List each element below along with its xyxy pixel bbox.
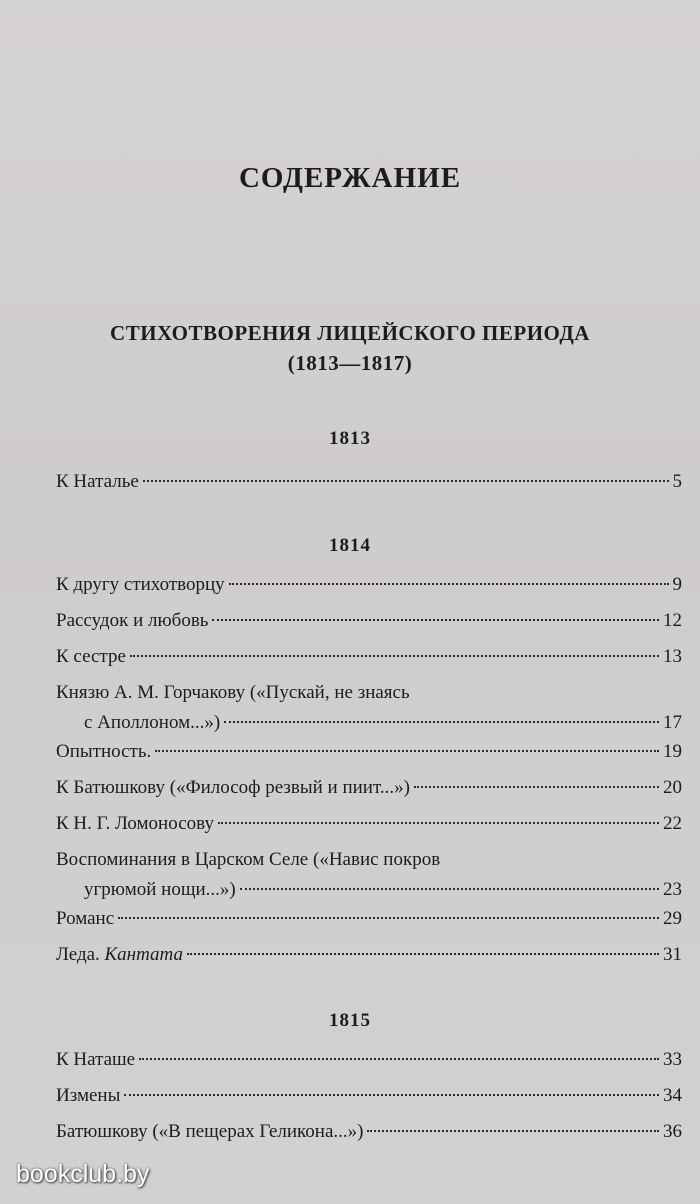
entry-title: с Аполлоном...»): [84, 712, 221, 733]
leader-dots: [414, 786, 659, 788]
entry-title: Опытность.: [56, 741, 152, 762]
entry-title: К сестре: [56, 646, 126, 667]
leader-dots: [224, 721, 659, 723]
leader-dots: [367, 1130, 659, 1132]
leader-dots: [143, 480, 669, 482]
entry-page: 5: [672, 471, 682, 492]
leader-dots: [229, 583, 669, 585]
leader-dots: [130, 655, 659, 657]
entry-page: 36: [663, 1121, 682, 1142]
leader-dots: [218, 822, 659, 824]
entry-title: К Наталье: [56, 471, 139, 492]
entry-title: [56, 940, 183, 970]
entry-page: 29: [663, 908, 682, 929]
entry-page: 12: [663, 610, 682, 631]
section-title: [0, 318, 700, 378]
toc-entry[interactable]: [56, 845, 682, 905]
entry-title: Рассудок и любовь: [56, 610, 209, 631]
entry-title-line1: Воспоминания в Царском Селе («Навис покров: [56, 849, 441, 870]
entry-title: К Н. Г. Ломоносову: [56, 813, 214, 834]
entry-title: К Наташе: [56, 1049, 136, 1070]
toc-entry[interactable]: [56, 773, 682, 803]
entry-title: К Батюшкову («Философ резвый и пиит...»): [56, 777, 410, 798]
entry-page: 9: [672, 574, 682, 595]
toc-entry[interactable]: [56, 570, 682, 600]
leader-dots: [212, 619, 659, 621]
entry-page: 22: [663, 813, 682, 834]
toc-entry[interactable]: [56, 678, 682, 738]
entry-title: Батюшкову («В пещерах Геликона...»): [56, 1121, 364, 1142]
toc-entry[interactable]: [56, 940, 682, 970]
section-name: СТИХОТВОРЕНИЯ ЛИЦЕЙСКОГО ПЕРИОДА: [110, 321, 590, 345]
toc-entry[interactable]: [56, 642, 682, 672]
entry-title: Романс: [56, 908, 115, 929]
toc-entry[interactable]: [56, 1117, 682, 1147]
entry-title: Измены: [56, 1085, 121, 1106]
entry-page: 23: [663, 879, 682, 900]
year-heading-1815: 1815: [329, 1010, 371, 1031]
year-heading-1813: 1813: [329, 428, 371, 449]
leader-dots: [240, 888, 659, 890]
entry-page: 34: [663, 1085, 682, 1106]
year-heading-1814: 1814: [329, 535, 371, 556]
toc-entry[interactable]: [56, 809, 682, 839]
entry-page: 19: [663, 741, 682, 762]
entry-title: угрюмой нощи...»): [84, 879, 236, 900]
leader-dots: [118, 917, 659, 919]
entry-page: 13: [663, 646, 682, 667]
toc-entry[interactable]: [56, 606, 682, 636]
entry-page: 17: [663, 712, 682, 733]
entry-title-main: Леда.: [56, 944, 100, 965]
toc-entry[interactable]: [56, 1081, 682, 1111]
toc-entry[interactable]: [56, 1045, 682, 1075]
leader-dots: [139, 1058, 659, 1060]
entry-title-genre: Кантата: [104, 944, 183, 965]
toc-entry[interactable]: [56, 467, 682, 497]
entry-title: К другу стихотворцу: [56, 574, 225, 595]
leader-dots: [124, 1094, 659, 1096]
entry-page: 20: [663, 777, 682, 798]
page-title: СОДЕРЖАНИЕ: [238, 162, 462, 194]
entry-page: 33: [663, 1049, 682, 1070]
toc-entry[interactable]: [56, 904, 682, 934]
toc-entry[interactable]: [56, 737, 682, 767]
entry-title-line1: Князю А. М. Горчакову («Пускай, не знаясь: [56, 682, 410, 703]
watermark: bookclub.by: [16, 1160, 150, 1188]
leader-dots: [155, 750, 659, 752]
section-years: (1813—1817): [287, 351, 413, 375]
leader-dots: [187, 953, 659, 955]
entry-page: 31: [663, 944, 682, 965]
